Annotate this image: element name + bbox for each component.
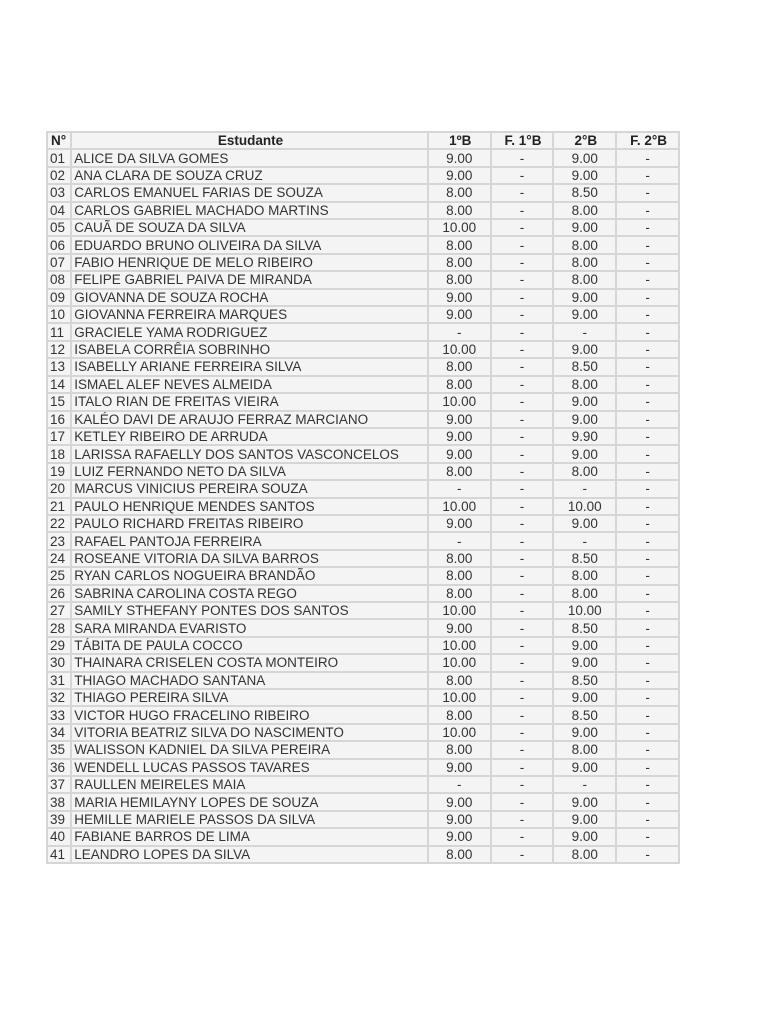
- cell-number: 04: [48, 203, 70, 218]
- cell-student-name: FELIPE GABRIEL PAIVA DE MIRANDA: [72, 272, 427, 287]
- cell-grade-1b: 9.00: [429, 168, 490, 183]
- cell-grade-2b: 9.00: [554, 655, 615, 670]
- cell-absences-1b: -: [492, 812, 553, 827]
- table-row: [48, 307, 678, 322]
- cell-student-name: PAULO HENRIQUE MENDES SANTOS: [72, 499, 427, 514]
- cell-grade-1b: 10.00: [429, 394, 490, 409]
- cell-grade-2b: 8.00: [554, 742, 615, 757]
- table-row: [48, 481, 678, 496]
- cell-grade-2b: 8.00: [554, 464, 615, 479]
- cell-number: 08: [48, 272, 70, 287]
- table-row: [48, 551, 678, 566]
- cell-number: 07: [48, 255, 70, 270]
- cell-absences-2b: -: [617, 150, 678, 165]
- table-row: [48, 429, 678, 444]
- cell-absences-1b: -: [492, 586, 553, 601]
- cell-student-name: ISABELLY ARIANE FERREIRA SILVA: [72, 359, 427, 374]
- cell-number: 27: [48, 603, 70, 618]
- cell-number: 09: [48, 290, 70, 305]
- cell-student-name: FABIO HENRIQUE DE MELO RIBEIRO: [72, 255, 427, 270]
- cell-grade-2b: 9.00: [554, 760, 615, 775]
- cell-grade-1b: 9.00: [429, 290, 490, 305]
- cell-student-name: VITORIA BEATRIZ SILVA DO NASCIMENTO: [72, 725, 427, 740]
- cell-number: 03: [48, 185, 70, 200]
- cell-student-name: GIOVANNA FERREIRA MARQUES: [72, 307, 427, 322]
- cell-absences-1b: -: [492, 429, 553, 444]
- cell-student-name: EDUARDO BRUNO OLIVEIRA DA SILVA: [72, 237, 427, 252]
- cell-absences-1b: -: [492, 185, 553, 200]
- cell-student-name: LUIZ FERNANDO NETO DA SILVA: [72, 464, 427, 479]
- cell-number: 36: [48, 760, 70, 775]
- cell-number: 06: [48, 237, 70, 252]
- cell-absences-1b: -: [492, 220, 553, 235]
- cell-absences-1b: -: [492, 377, 553, 392]
- cell-grade-2b: 9.00: [554, 829, 615, 844]
- cell-student-name: HEMILLE MARIELE PASSOS DA SILVA: [72, 812, 427, 827]
- table-row: [48, 272, 678, 287]
- table-row: [48, 377, 678, 392]
- cell-absences-1b: -: [492, 673, 553, 688]
- table-row: [48, 499, 678, 514]
- cell-absences-1b: -: [492, 516, 553, 531]
- cell-grade-1b: 8.00: [429, 255, 490, 270]
- cell-student-name: KETLEY RIBEIRO DE ARRUDA: [72, 429, 427, 444]
- cell-number: 21: [48, 499, 70, 514]
- cell-grade-2b: -: [554, 324, 615, 339]
- cell-grade-1b: 8.00: [429, 272, 490, 287]
- cell-student-name: MARIA HEMILAYNY LOPES DE SOUZA: [72, 794, 427, 809]
- cell-grade-2b: 10.00: [554, 499, 615, 514]
- cell-absences-2b: -: [617, 272, 678, 287]
- table-body: [48, 150, 678, 862]
- cell-student-name: PAULO RICHARD FREITAS RIBEIRO: [72, 516, 427, 531]
- cell-grade-2b: 8.50: [554, 359, 615, 374]
- cell-grade-2b: 9.00: [554, 168, 615, 183]
- cell-absences-2b: -: [617, 533, 678, 548]
- cell-grade-1b: 8.00: [429, 568, 490, 583]
- cell-grade-1b: 8.00: [429, 377, 490, 392]
- cell-grade-1b: 8.00: [429, 673, 490, 688]
- cell-grade-1b: 10.00: [429, 603, 490, 618]
- cell-absences-1b: -: [492, 777, 553, 792]
- cell-absences-2b: -: [617, 742, 678, 757]
- cell-student-name: RYAN CARLOS NOGUEIRA BRANDÃO: [72, 568, 427, 583]
- cell-absences-2b: -: [617, 377, 678, 392]
- cell-student-name: VICTOR HUGO FRACELINO RIBEIRO: [72, 707, 427, 722]
- cell-absences-1b: -: [492, 499, 553, 514]
- cell-absences-2b: -: [617, 829, 678, 844]
- cell-grade-1b: 8.00: [429, 237, 490, 252]
- cell-absences-2b: -: [617, 464, 678, 479]
- cell-absences-2b: -: [617, 307, 678, 322]
- cell-grade-2b: -: [554, 533, 615, 548]
- cell-student-name: LARISSA RAFAELLY DOS SANTOS VASCONCELOS: [72, 446, 427, 461]
- cell-grade-2b: 9.00: [554, 812, 615, 827]
- table-row: [48, 290, 678, 305]
- cell-absences-1b: -: [492, 568, 553, 583]
- table-row: [48, 847, 678, 862]
- cell-grade-2b: 9.00: [554, 290, 615, 305]
- cell-grade-1b: 8.00: [429, 203, 490, 218]
- cell-absences-1b: -: [492, 794, 553, 809]
- cell-grade-2b: 9.00: [554, 516, 615, 531]
- table-row: [48, 638, 678, 653]
- cell-grade-2b: -: [554, 777, 615, 792]
- cell-absences-2b: -: [617, 255, 678, 270]
- cell-number: 40: [48, 829, 70, 844]
- cell-grade-2b: 8.50: [554, 620, 615, 635]
- cell-absences-1b: -: [492, 359, 553, 374]
- table-row: [48, 220, 678, 235]
- cell-absences-1b: -: [492, 533, 553, 548]
- table-row: [48, 777, 678, 792]
- table-row: [48, 203, 678, 218]
- cell-absences-2b: -: [617, 673, 678, 688]
- table-row: [48, 794, 678, 809]
- cell-grade-1b: 9.00: [429, 760, 490, 775]
- cell-grade-1b: 9.00: [429, 412, 490, 427]
- cell-grade-2b: 8.50: [554, 185, 615, 200]
- cell-student-name: THIAGO MACHADO SANTANA: [72, 673, 427, 688]
- cell-number: 13: [48, 359, 70, 374]
- cell-student-name: GRACIELE YAMA RODRIGUEZ: [72, 324, 427, 339]
- cell-number: 32: [48, 690, 70, 705]
- cell-number: 35: [48, 742, 70, 757]
- cell-number: 14: [48, 377, 70, 392]
- cell-number: 28: [48, 620, 70, 635]
- cell-grade-2b: 9.00: [554, 412, 615, 427]
- cell-student-name: GIOVANNA DE SOUZA ROCHA: [72, 290, 427, 305]
- cell-absences-2b: -: [617, 203, 678, 218]
- cell-grade-2b: 9.00: [554, 394, 615, 409]
- cell-absences-2b: -: [617, 342, 678, 357]
- table-row: [48, 812, 678, 827]
- cell-grade-1b: 9.00: [429, 446, 490, 461]
- cell-grade-2b: 8.50: [554, 551, 615, 566]
- cell-absences-1b: -: [492, 307, 553, 322]
- table-row: [48, 586, 678, 601]
- cell-absences-1b: -: [492, 760, 553, 775]
- table-row: [48, 620, 678, 635]
- cell-student-name: TÁBITA DE PAULA COCCO: [72, 638, 427, 653]
- cell-grade-1b: 8.00: [429, 185, 490, 200]
- cell-grade-2b: 8.00: [554, 568, 615, 583]
- cell-student-name: LEANDRO LOPES DA SILVA: [72, 847, 427, 862]
- cell-grade-1b: -: [429, 481, 490, 496]
- cell-number: 31: [48, 673, 70, 688]
- table-row: [48, 359, 678, 374]
- cell-absences-2b: -: [617, 725, 678, 740]
- cell-absences-2b: -: [617, 655, 678, 670]
- column-header-grade-2b: 2°B: [554, 133, 615, 148]
- table-row: [48, 324, 678, 339]
- cell-absences-2b: -: [617, 220, 678, 235]
- cell-student-name: SAMILY STHEFANY PONTES DOS SANTOS: [72, 603, 427, 618]
- cell-number: 18: [48, 446, 70, 461]
- cell-absences-1b: -: [492, 342, 553, 357]
- cell-absences-2b: -: [617, 290, 678, 305]
- cell-student-name: WENDELL LUCAS PASSOS TAVARES: [72, 760, 427, 775]
- cell-absences-1b: -: [492, 481, 553, 496]
- cell-grade-2b: 8.00: [554, 272, 615, 287]
- cell-number: 10: [48, 307, 70, 322]
- column-header-student: Estudante: [72, 133, 427, 148]
- cell-grade-2b: 8.50: [554, 707, 615, 722]
- cell-number: 26: [48, 586, 70, 601]
- cell-absences-1b: -: [492, 446, 553, 461]
- cell-number: 33: [48, 707, 70, 722]
- cell-grade-2b: 8.00: [554, 586, 615, 601]
- table-row: [48, 603, 678, 618]
- cell-grade-1b: 9.00: [429, 829, 490, 844]
- table-row: [48, 760, 678, 775]
- cell-grade-1b: 9.00: [429, 150, 490, 165]
- cell-absences-1b: -: [492, 620, 553, 635]
- cell-absences-2b: -: [617, 603, 678, 618]
- cell-absences-2b: -: [617, 707, 678, 722]
- cell-number: 24: [48, 551, 70, 566]
- cell-number: 41: [48, 847, 70, 862]
- cell-number: 15: [48, 394, 70, 409]
- cell-absences-1b: -: [492, 237, 553, 252]
- cell-grade-2b: 9.00: [554, 794, 615, 809]
- cell-absences-2b: -: [617, 412, 678, 427]
- cell-student-name: WALISSON KADNIEL DA SILVA PEREIRA: [72, 742, 427, 757]
- cell-grade-1b: 8.00: [429, 464, 490, 479]
- table-row: [48, 707, 678, 722]
- cell-student-name: MARCUS VINICIUS PEREIRA SOUZA: [72, 481, 427, 496]
- cell-grade-1b: 8.00: [429, 551, 490, 566]
- cell-student-name: THAINARA CRISELEN COSTA MONTEIRO: [72, 655, 427, 670]
- cell-absences-2b: -: [617, 185, 678, 200]
- header-row: [48, 133, 678, 148]
- cell-student-name: RAFAEL PANTOJA FERREIRA: [72, 533, 427, 548]
- cell-grade-2b: 8.50: [554, 673, 615, 688]
- cell-absences-2b: -: [617, 394, 678, 409]
- cell-absences-1b: -: [492, 829, 553, 844]
- cell-absences-1b: -: [492, 655, 553, 670]
- cell-grade-1b: 10.00: [429, 220, 490, 235]
- cell-grade-2b: 9.00: [554, 150, 615, 165]
- cell-absences-2b: -: [617, 812, 678, 827]
- cell-absences-2b: -: [617, 446, 678, 461]
- cell-student-name: CAUÃ DE SOUZA DA SILVA: [72, 220, 427, 235]
- cell-student-name: SABRINA CAROLINA COSTA REGO: [72, 586, 427, 601]
- cell-absences-1b: -: [492, 290, 553, 305]
- cell-grade-1b: 10.00: [429, 655, 490, 670]
- cell-number: 39: [48, 812, 70, 827]
- cell-grade-2b: 9.00: [554, 638, 615, 653]
- cell-absences-1b: -: [492, 603, 553, 618]
- cell-number: 20: [48, 481, 70, 496]
- cell-student-name: KALÉO DAVI DE ARAUJO FERRAZ MARCIANO: [72, 412, 427, 427]
- cell-absences-1b: -: [492, 394, 553, 409]
- cell-absences-2b: -: [617, 481, 678, 496]
- cell-number: 37: [48, 777, 70, 792]
- cell-grade-1b: 10.00: [429, 499, 490, 514]
- cell-grade-2b: 9.00: [554, 725, 615, 740]
- table-row: [48, 464, 678, 479]
- cell-student-name: ALICE DA SILVA GOMES: [72, 150, 427, 165]
- cell-number: 02: [48, 168, 70, 183]
- cell-grade-2b: 9.00: [554, 342, 615, 357]
- cell-absences-1b: -: [492, 255, 553, 270]
- cell-absences-1b: -: [492, 272, 553, 287]
- cell-grade-2b: 8.00: [554, 203, 615, 218]
- cell-grade-2b: 8.00: [554, 377, 615, 392]
- cell-grade-1b: 9.00: [429, 307, 490, 322]
- table-row: [48, 742, 678, 757]
- table-row: [48, 237, 678, 252]
- table-row: [48, 690, 678, 705]
- cell-absences-2b: -: [617, 638, 678, 653]
- cell-grade-2b: 9.00: [554, 446, 615, 461]
- cell-grade-1b: 9.00: [429, 429, 490, 444]
- cell-absences-1b: -: [492, 464, 553, 479]
- cell-grade-2b: 9.00: [554, 220, 615, 235]
- cell-absences-2b: -: [617, 429, 678, 444]
- cell-number: 05: [48, 220, 70, 235]
- cell-student-name: THIAGO PEREIRA SILVA: [72, 690, 427, 705]
- cell-grade-1b: 9.00: [429, 516, 490, 531]
- cell-grade-1b: -: [429, 533, 490, 548]
- cell-number: 12: [48, 342, 70, 357]
- cell-absences-1b: -: [492, 551, 553, 566]
- cell-absences-1b: -: [492, 847, 553, 862]
- table-row: [48, 673, 678, 688]
- cell-absences-1b: -: [492, 412, 553, 427]
- table-row: [48, 185, 678, 200]
- cell-student-name: CARLOS EMANUEL FARIAS DE SOUZA: [72, 185, 427, 200]
- cell-number: 38: [48, 794, 70, 809]
- column-header-grade-1b: 1ºB: [429, 133, 490, 148]
- cell-grade-1b: 8.00: [429, 707, 490, 722]
- cell-absences-2b: -: [617, 760, 678, 775]
- cell-number: 29: [48, 638, 70, 653]
- cell-number: 01: [48, 150, 70, 165]
- cell-absences-1b: -: [492, 725, 553, 740]
- table-row: [48, 150, 678, 165]
- cell-absences-2b: -: [617, 499, 678, 514]
- table-row: [48, 342, 678, 357]
- cell-absences-2b: -: [617, 586, 678, 601]
- cell-grade-2b: -: [554, 481, 615, 496]
- cell-grade-1b: 9.00: [429, 794, 490, 809]
- table-row: [48, 446, 678, 461]
- table-row: [48, 725, 678, 740]
- table-row: [48, 568, 678, 583]
- cell-student-name: ROSEANE VITORIA DA SILVA BARROS: [72, 551, 427, 566]
- cell-grade-2b: 8.00: [554, 237, 615, 252]
- cell-student-name: ISABELA CORRÊIA SOBRINHO: [72, 342, 427, 357]
- table-row: [48, 394, 678, 409]
- cell-absences-1b: -: [492, 150, 553, 165]
- cell-absences-2b: -: [617, 359, 678, 374]
- cell-absences-2b: -: [617, 690, 678, 705]
- cell-grade-1b: 10.00: [429, 342, 490, 357]
- cell-grade-1b: 9.00: [429, 620, 490, 635]
- cell-grade-1b: 8.00: [429, 742, 490, 757]
- table-row: [48, 533, 678, 548]
- table-row: [48, 255, 678, 270]
- cell-number: 17: [48, 429, 70, 444]
- cell-student-name: SARA MIRANDA EVARISTO: [72, 620, 427, 635]
- cell-number: 19: [48, 464, 70, 479]
- column-header-absences-2b: F. 2°B: [617, 133, 678, 148]
- cell-grade-1b: 8.00: [429, 359, 490, 374]
- cell-student-name: ITALO RIAN DE FREITAS VIEIRA: [72, 394, 427, 409]
- cell-student-name: ANA CLARA DE SOUZA CRUZ: [72, 168, 427, 183]
- cell-number: 23: [48, 533, 70, 548]
- cell-grade-2b: 10.00: [554, 603, 615, 618]
- cell-grade-1b: 8.00: [429, 586, 490, 601]
- cell-absences-2b: -: [617, 620, 678, 635]
- cell-absences-2b: -: [617, 794, 678, 809]
- cell-absences-1b: -: [492, 203, 553, 218]
- cell-absences-1b: -: [492, 690, 553, 705]
- cell-absences-2b: -: [617, 237, 678, 252]
- cell-grade-2b: 8.00: [554, 255, 615, 270]
- cell-absences-2b: -: [617, 168, 678, 183]
- cell-absences-1b: -: [492, 168, 553, 183]
- cell-absences-1b: -: [492, 707, 553, 722]
- cell-grade-2b: 9.00: [554, 690, 615, 705]
- cell-grade-2b: 9.90: [554, 429, 615, 444]
- table-row: [48, 829, 678, 844]
- cell-number: 34: [48, 725, 70, 740]
- cell-grade-1b: 10.00: [429, 690, 490, 705]
- cell-absences-1b: -: [492, 324, 553, 339]
- table-row: [48, 655, 678, 670]
- cell-grade-1b: 10.00: [429, 638, 490, 653]
- column-header-number: N°: [48, 133, 70, 148]
- cell-number: 30: [48, 655, 70, 670]
- table-row: [48, 412, 678, 427]
- cell-absences-1b: -: [492, 638, 553, 653]
- cell-grade-1b: -: [429, 324, 490, 339]
- cell-grade-1b: 10.00: [429, 725, 490, 740]
- cell-grade-1b: 8.00: [429, 847, 490, 862]
- cell-student-name: RAULLEN MEIRELES MAIA: [72, 777, 427, 792]
- table-row: [48, 516, 678, 531]
- cell-number: 11: [48, 324, 70, 339]
- cell-grade-1b: 9.00: [429, 812, 490, 827]
- cell-number: 25: [48, 568, 70, 583]
- column-header-absences-1b: F. 1°B: [492, 133, 553, 148]
- cell-absences-2b: -: [617, 551, 678, 566]
- cell-absences-2b: -: [617, 324, 678, 339]
- cell-absences-2b: -: [617, 568, 678, 583]
- cell-absences-1b: -: [492, 742, 553, 757]
- cell-student-name: ISMAEL ALEF NEVES ALMEIDA: [72, 377, 427, 392]
- cell-student-name: FABIANE BARROS DE LIMA: [72, 829, 427, 844]
- cell-student-name: CARLOS GABRIEL MACHADO MARTINS: [72, 203, 427, 218]
- cell-grade-2b: 9.00: [554, 307, 615, 322]
- cell-grade-2b: 8.00: [554, 847, 615, 862]
- cell-absences-2b: -: [617, 847, 678, 862]
- cell-absences-2b: -: [617, 516, 678, 531]
- grades-table: [46, 131, 680, 864]
- cell-grade-1b: -: [429, 777, 490, 792]
- cell-absences-2b: -: [617, 777, 678, 792]
- cell-number: 16: [48, 412, 70, 427]
- cell-number: 22: [48, 516, 70, 531]
- table-row: [48, 168, 678, 183]
